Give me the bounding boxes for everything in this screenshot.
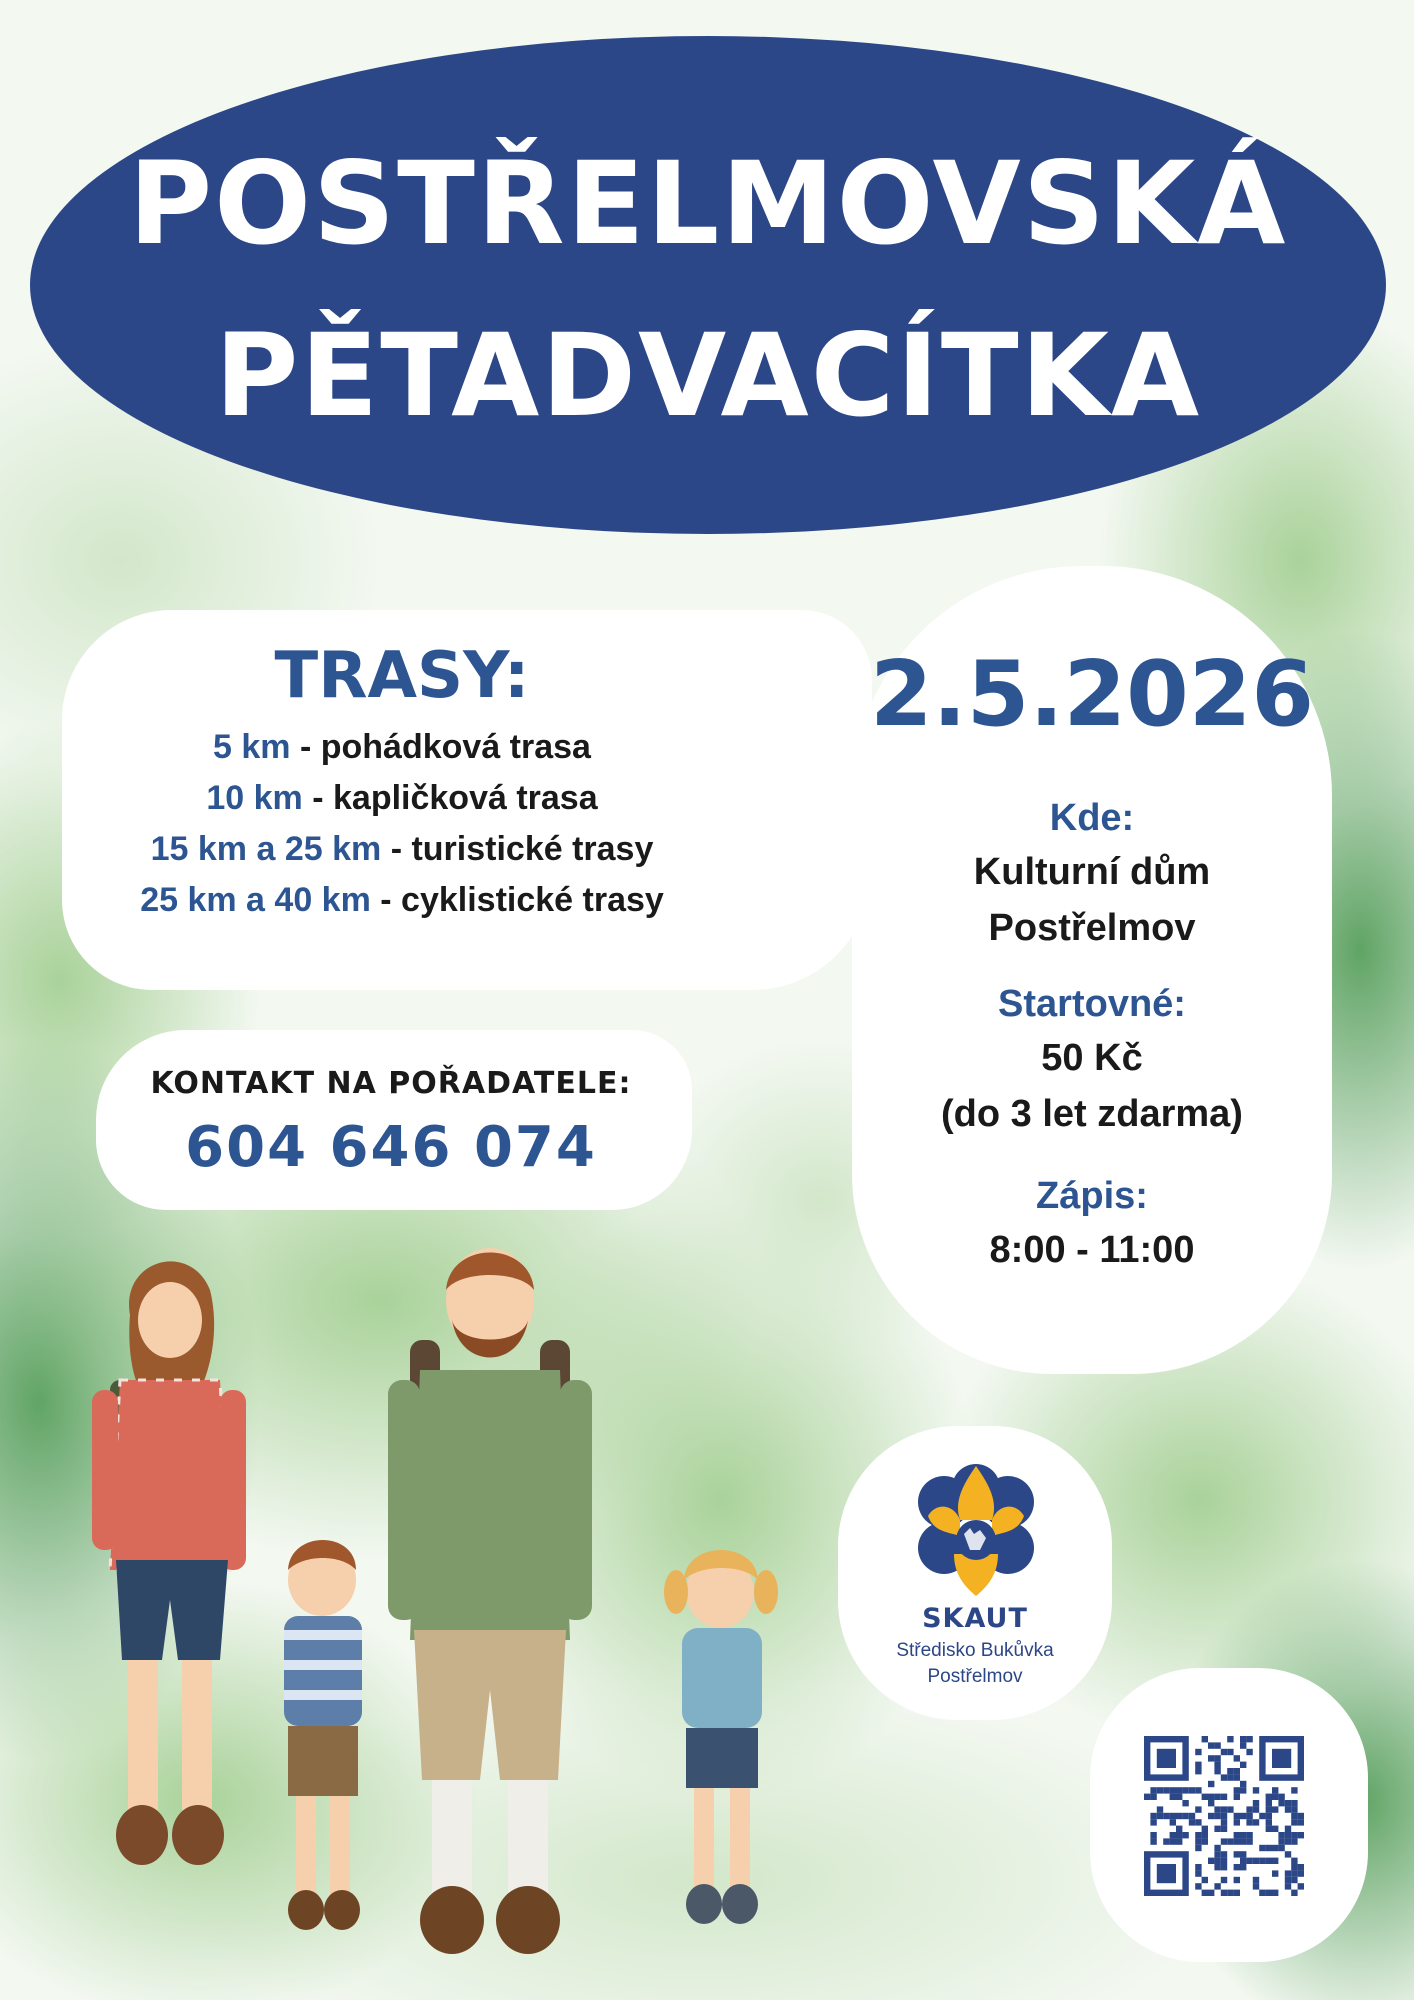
route-distance: 10 km (206, 779, 303, 817)
organizer-unit-line-2: Postřelmov (927, 1666, 1023, 1687)
hiking-family-illustration (60, 1220, 820, 2000)
organizer-unit (838, 1638, 1112, 1690)
registration-time: 8:00 - 11:00 (989, 1229, 1195, 1271)
route-item (62, 824, 742, 875)
boy-figure (284, 1540, 362, 1930)
routes-heading: TRASY: (274, 639, 530, 713)
routes-list (62, 722, 742, 926)
route-name: - cyklistické trasy (370, 881, 664, 919)
girl-figure (664, 1550, 778, 1924)
fee-block (852, 978, 1332, 1142)
contact-phone: 604 646 074 (185, 1115, 597, 1180)
route-name: - kapličková trasa (302, 779, 598, 817)
title-line-1: POSTŘELMOVSKÁ (128, 137, 1288, 270)
route-item (62, 773, 742, 824)
place-line-2: Postřelmov (988, 907, 1196, 949)
route-distance: 15 km a 25 km (150, 830, 382, 868)
registration-label: Zápis: (1036, 1175, 1148, 1217)
fee-label: Startovné: (998, 983, 1186, 1025)
route-item (62, 722, 742, 773)
scout-fleur-de-lis-icon (914, 1462, 1038, 1598)
organizer-name: SKAUT (922, 1603, 1028, 1634)
contact-label: KONTAKT NA POŘADATELE: (150, 1066, 632, 1101)
route-item (62, 875, 742, 926)
fee-note: (do 3 let zdarma) (941, 1093, 1243, 1135)
place-label: Kde: (1049, 797, 1135, 839)
route-distance: 25 km a 40 km (140, 881, 371, 919)
route-distance: 5 km (213, 728, 291, 766)
registration-block (852, 1170, 1332, 1278)
qr-code-icon[interactable] (1144, 1736, 1304, 1896)
title-line-2: PĚTADVACÍTKA (214, 309, 1202, 442)
organizer-unit-line-1: Středisko Bukůvka (896, 1640, 1054, 1661)
route-name: - pohádková trasa (290, 728, 591, 766)
route-name: - turistické trasy (381, 830, 654, 868)
fee-value: 50 Kč (1041, 1037, 1143, 1079)
place-line-1: Kulturní dům (973, 851, 1211, 893)
place-block (852, 792, 1332, 956)
event-date: 2.5.2026 (869, 642, 1315, 747)
father-figure (388, 1248, 592, 1954)
event-title (30, 118, 1386, 462)
mother-figure (92, 1261, 246, 1865)
